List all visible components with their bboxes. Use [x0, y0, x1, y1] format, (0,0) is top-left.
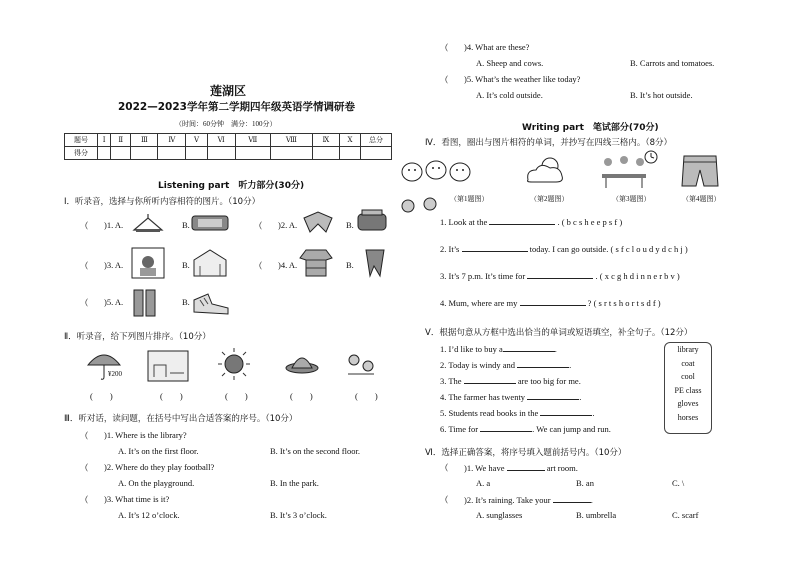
s4-item-3-post: . ( x c g h d i n n e r b v )	[595, 271, 680, 281]
s6-q2-option-c: C. scarf	[672, 510, 699, 520]
score-cell: Ⅷ	[270, 134, 312, 147]
score-label: 得分	[65, 147, 98, 160]
s1-q5-b: B.	[182, 297, 190, 307]
word-bank-item: gloves	[677, 399, 699, 409]
s4-blank-3[interactable]	[527, 270, 593, 279]
word-bank-item: library	[677, 345, 699, 354]
s1-q2-paren: （	[254, 221, 263, 231]
s3-q5-option-b: B. It’s hot outside.	[630, 90, 693, 100]
s1-q5-label: )5. A.	[104, 297, 124, 307]
score-input[interactable]	[207, 147, 235, 160]
order-bracket-5[interactable]: ( )	[355, 391, 378, 401]
s5-item-2-pre: 2. Today is windy and	[440, 360, 516, 370]
district-title: 莲湖区	[210, 84, 247, 98]
hanger-icon	[130, 212, 166, 234]
s5-item-6-pre: 6. Time for	[440, 424, 479, 434]
score-header-row	[65, 134, 392, 147]
s5-item-5	[440, 407, 594, 418]
score-cell: Ⅹ	[340, 134, 361, 147]
s3-q5-paren: （	[440, 75, 449, 85]
score-cell: 题号	[65, 134, 98, 147]
s6-q1-paren: （	[440, 463, 449, 473]
s3-q3-option-b: B. It’s 3 o’clock.	[270, 510, 327, 520]
score-cell: 总分	[361, 134, 392, 147]
s1-q3-paren: （	[80, 261, 89, 271]
word-bank-item: PE class	[674, 385, 702, 395]
s1-q5-paren: （	[80, 298, 89, 308]
s5-item-6	[440, 423, 611, 434]
s6-q1-option-b: B. an	[576, 478, 594, 488]
sheep-icon	[398, 150, 478, 190]
score-input[interactable]	[235, 147, 270, 160]
s6-q1-option-a: A. a	[476, 478, 491, 488]
sneakers-icon	[190, 286, 232, 320]
s5-item-3	[440, 375, 581, 386]
s6-q1-blank[interactable]	[507, 462, 545, 471]
s1-q1-paren: （	[80, 221, 89, 231]
s4-item-2-pre: 2. It’s	[440, 244, 460, 254]
s1-q4-label: )4. A.	[278, 260, 298, 270]
score-input[interactable]	[270, 147, 312, 160]
score-input[interactable]	[111, 147, 131, 160]
s4-item-2	[440, 243, 688, 254]
section-6-title: Ⅵ．选择正确答案，将序号填入题前括号内。（10分）	[425, 448, 627, 458]
s3-q2-paren: （	[80, 463, 89, 473]
score-cell: Ⅱ	[111, 134, 131, 147]
s5-item-1	[440, 343, 557, 354]
s3-q3-paren: （	[80, 495, 89, 505]
s4-item-4-pre: 4. Mum, where are my	[440, 298, 518, 308]
caption-3: （第3题图）	[612, 195, 651, 203]
score-input[interactable]	[312, 147, 339, 160]
s1-q3-b: B.	[182, 260, 190, 270]
s4-item-1-pre: 1. Look at the	[440, 217, 488, 227]
cloud-sun-icon	[520, 152, 570, 188]
s6-q2-question	[464, 494, 593, 505]
scarf-knot-icon	[298, 208, 338, 236]
s5-blank-6[interactable]	[480, 423, 532, 432]
s3-q4-option-b: B. Carrots and tomatoes.	[630, 58, 715, 68]
s5-item-5-post: .	[592, 408, 595, 418]
score-cell: Ⅰ	[98, 134, 111, 147]
s1-q1-label: )1. A.	[104, 220, 124, 230]
score-input[interactable]	[131, 147, 158, 160]
s6-q1-question	[464, 462, 578, 473]
boots-icon	[130, 286, 160, 320]
score-cell: Ⅴ	[186, 134, 207, 147]
word-bank-item: coat	[681, 358, 695, 368]
s5-item-5-pre: 5. Students read books in the	[440, 408, 539, 418]
s5-item-2-post: .	[569, 360, 572, 370]
score-value-row	[65, 147, 392, 160]
s4-item-3-pre: 3. It’s 7 p.m. It’s time for	[440, 271, 526, 281]
clock-icon	[644, 150, 658, 164]
score-table	[64, 133, 392, 160]
s6-q1-option-c: C. \	[672, 478, 685, 488]
section-3-title: Ⅲ．听对话，读问题，在括号中写出合适答案的序号。（10分）	[64, 414, 298, 424]
score-input[interactable]	[361, 147, 392, 160]
s5-blank-3[interactable]	[464, 375, 516, 384]
order-bracket-2[interactable]: ( )	[160, 391, 183, 401]
section-1-title: Ⅰ．听录音，选择与你所听内容相符的图片。（10分）	[64, 197, 261, 207]
order-bracket-3[interactable]: ( )	[225, 391, 248, 401]
s6-q2-option-b: B. umbrella	[576, 510, 617, 520]
word-bank-item: horses	[677, 412, 699, 422]
s4-item-1	[440, 216, 622, 227]
s3-q4-paren: （	[440, 43, 449, 53]
s6-q2-text: )2. It’s raining. Take your	[464, 495, 551, 505]
shorts-icon	[680, 152, 720, 192]
s3-q3-option-a: A. It’s 12 o’clock.	[118, 510, 180, 520]
time-info: （时间：60分钟 满分：100分）	[175, 120, 277, 128]
sweater-icon	[298, 246, 334, 278]
s1-q1-b: B.	[182, 220, 190, 230]
s3-q1-paren: （	[80, 431, 89, 441]
snow-house-icon	[190, 246, 232, 280]
s5-item-3-post: are too big for me.	[517, 376, 581, 386]
s5-blank-1[interactable]	[503, 343, 555, 352]
s3-q4-question: )4. What are these?	[464, 42, 530, 52]
s5-blank-4[interactable]	[527, 391, 582, 402]
s1-q2-label: )2. A.	[278, 220, 298, 230]
score-input[interactable]	[98, 147, 111, 160]
s4-item-4	[440, 297, 661, 308]
s3-q2-option-a: A. On the playground.	[118, 478, 195, 488]
s6-q1-text2: art room.	[546, 463, 578, 473]
s6-q2-option-a: A. sunglasses	[476, 510, 523, 520]
listening-part-title: Listening part 听力部分(30分)	[158, 181, 305, 191]
s3-q5-question: )5. What’s the weather like today?	[464, 74, 581, 84]
s3-q2-option-b: B. In the park.	[270, 478, 319, 488]
s4-item-3	[440, 270, 680, 281]
caption-2: （第2题图）	[530, 195, 569, 203]
tray-icon	[190, 212, 230, 234]
score-input[interactable]	[158, 147, 186, 160]
boy-window-icon	[130, 246, 166, 280]
score-cell: Ⅸ	[312, 134, 339, 147]
score-cell: Ⅵ	[207, 134, 235, 147]
s3-q1-question: )1. Where is the library?	[104, 430, 187, 440]
classroom-icon	[146, 349, 190, 383]
birds-icon	[398, 192, 444, 218]
s4-blank-1[interactable]	[489, 216, 555, 225]
tea-set-icon	[354, 208, 390, 234]
s4-blank-4[interactable]	[520, 297, 586, 306]
s5-item-4	[440, 391, 581, 402]
word-bank-item: cool	[681, 372, 695, 382]
order-bracket-4[interactable]: ( )	[290, 391, 313, 401]
s4-blank-2[interactable]	[462, 243, 528, 252]
s3-q1-option-a: A. It’s on the first floor.	[118, 446, 199, 456]
family-dinner-icon	[598, 152, 650, 190]
score-cell: Ⅶ	[235, 134, 270, 147]
price-label: ¥200	[108, 370, 122, 378]
s3-q3-question: )3. What time is it?	[104, 494, 170, 504]
word-bank-box	[664, 342, 712, 434]
hat-icon	[284, 350, 320, 376]
section-4-title: Ⅳ．看图，圈出与图片相符的单词，并抄写在四线三格内。（8分）	[425, 138, 673, 148]
s4-item-4-post: ? ( s r t s h o r t s d f )	[587, 298, 661, 308]
s1-q4-b: B.	[346, 260, 354, 270]
s1-q4-paren: （	[254, 261, 263, 271]
s5-item-3-pre: 3. The	[440, 376, 462, 386]
s5-blank-5[interactable]	[540, 407, 595, 418]
s4-item-1-post: . ( b c s h e e p s f )	[557, 217, 623, 227]
s6-q1-text: )1. We have	[464, 463, 505, 473]
score-cell: Ⅳ	[158, 134, 186, 147]
s5-item-6-post: . We can jump and run.	[532, 424, 611, 434]
score-cell: Ⅲ	[131, 134, 158, 147]
s5-item-4-post: .	[579, 392, 582, 402]
s3-q2-question: )2. Where do they play football?	[104, 462, 215, 472]
s5-item-4-pre: 4. The farmer has twenty	[440, 392, 526, 402]
s3-q4-option-a: A. Sheep and cows.	[476, 58, 544, 68]
section-5-title: Ⅴ．根据句意从方框中选出恰当的单词或短语填空，补全句子。（12分）	[425, 328, 693, 338]
s1-q3-label: )3. A.	[104, 260, 124, 270]
writing-part-title: Writing part 笔试部分(70分)	[522, 123, 659, 133]
s6-q2-paren: （	[440, 495, 449, 505]
caption-1: （第1题图）	[450, 195, 489, 203]
s6-q2-blank[interactable]	[553, 494, 591, 503]
s6-q2-text2: .	[590, 495, 593, 505]
sun-icon	[216, 346, 252, 382]
s1-q2-b: B.	[346, 220, 354, 230]
s5-blank-2[interactable]	[517, 359, 572, 370]
s3-q1-option-b: B. It’s on the second floor.	[270, 446, 360, 456]
order-bracket-1[interactable]: ( )	[90, 391, 113, 401]
section-2-title: Ⅱ．听录音，给下列图片排序。（10分）	[64, 332, 211, 342]
score-input[interactable]	[340, 147, 361, 160]
score-input[interactable]	[186, 147, 207, 160]
chickens-icon	[344, 348, 378, 378]
s5-item-1-post: .	[554, 344, 557, 354]
s4-item-2-post: today. I can go outside. ( s f c l o u d y d c h j )	[529, 244, 688, 254]
scarf-icon	[360, 246, 390, 280]
exam-title: 2022—2023学年第二学期四年级英语学情调研卷	[118, 101, 355, 113]
s3-q5-option-a: A. It’s cold outside.	[476, 90, 543, 100]
s5-item-1-pre: 1. I’d like to buy a	[440, 344, 503, 354]
caption-4: （第4题图）	[682, 195, 721, 203]
s5-item-2	[440, 359, 571, 370]
